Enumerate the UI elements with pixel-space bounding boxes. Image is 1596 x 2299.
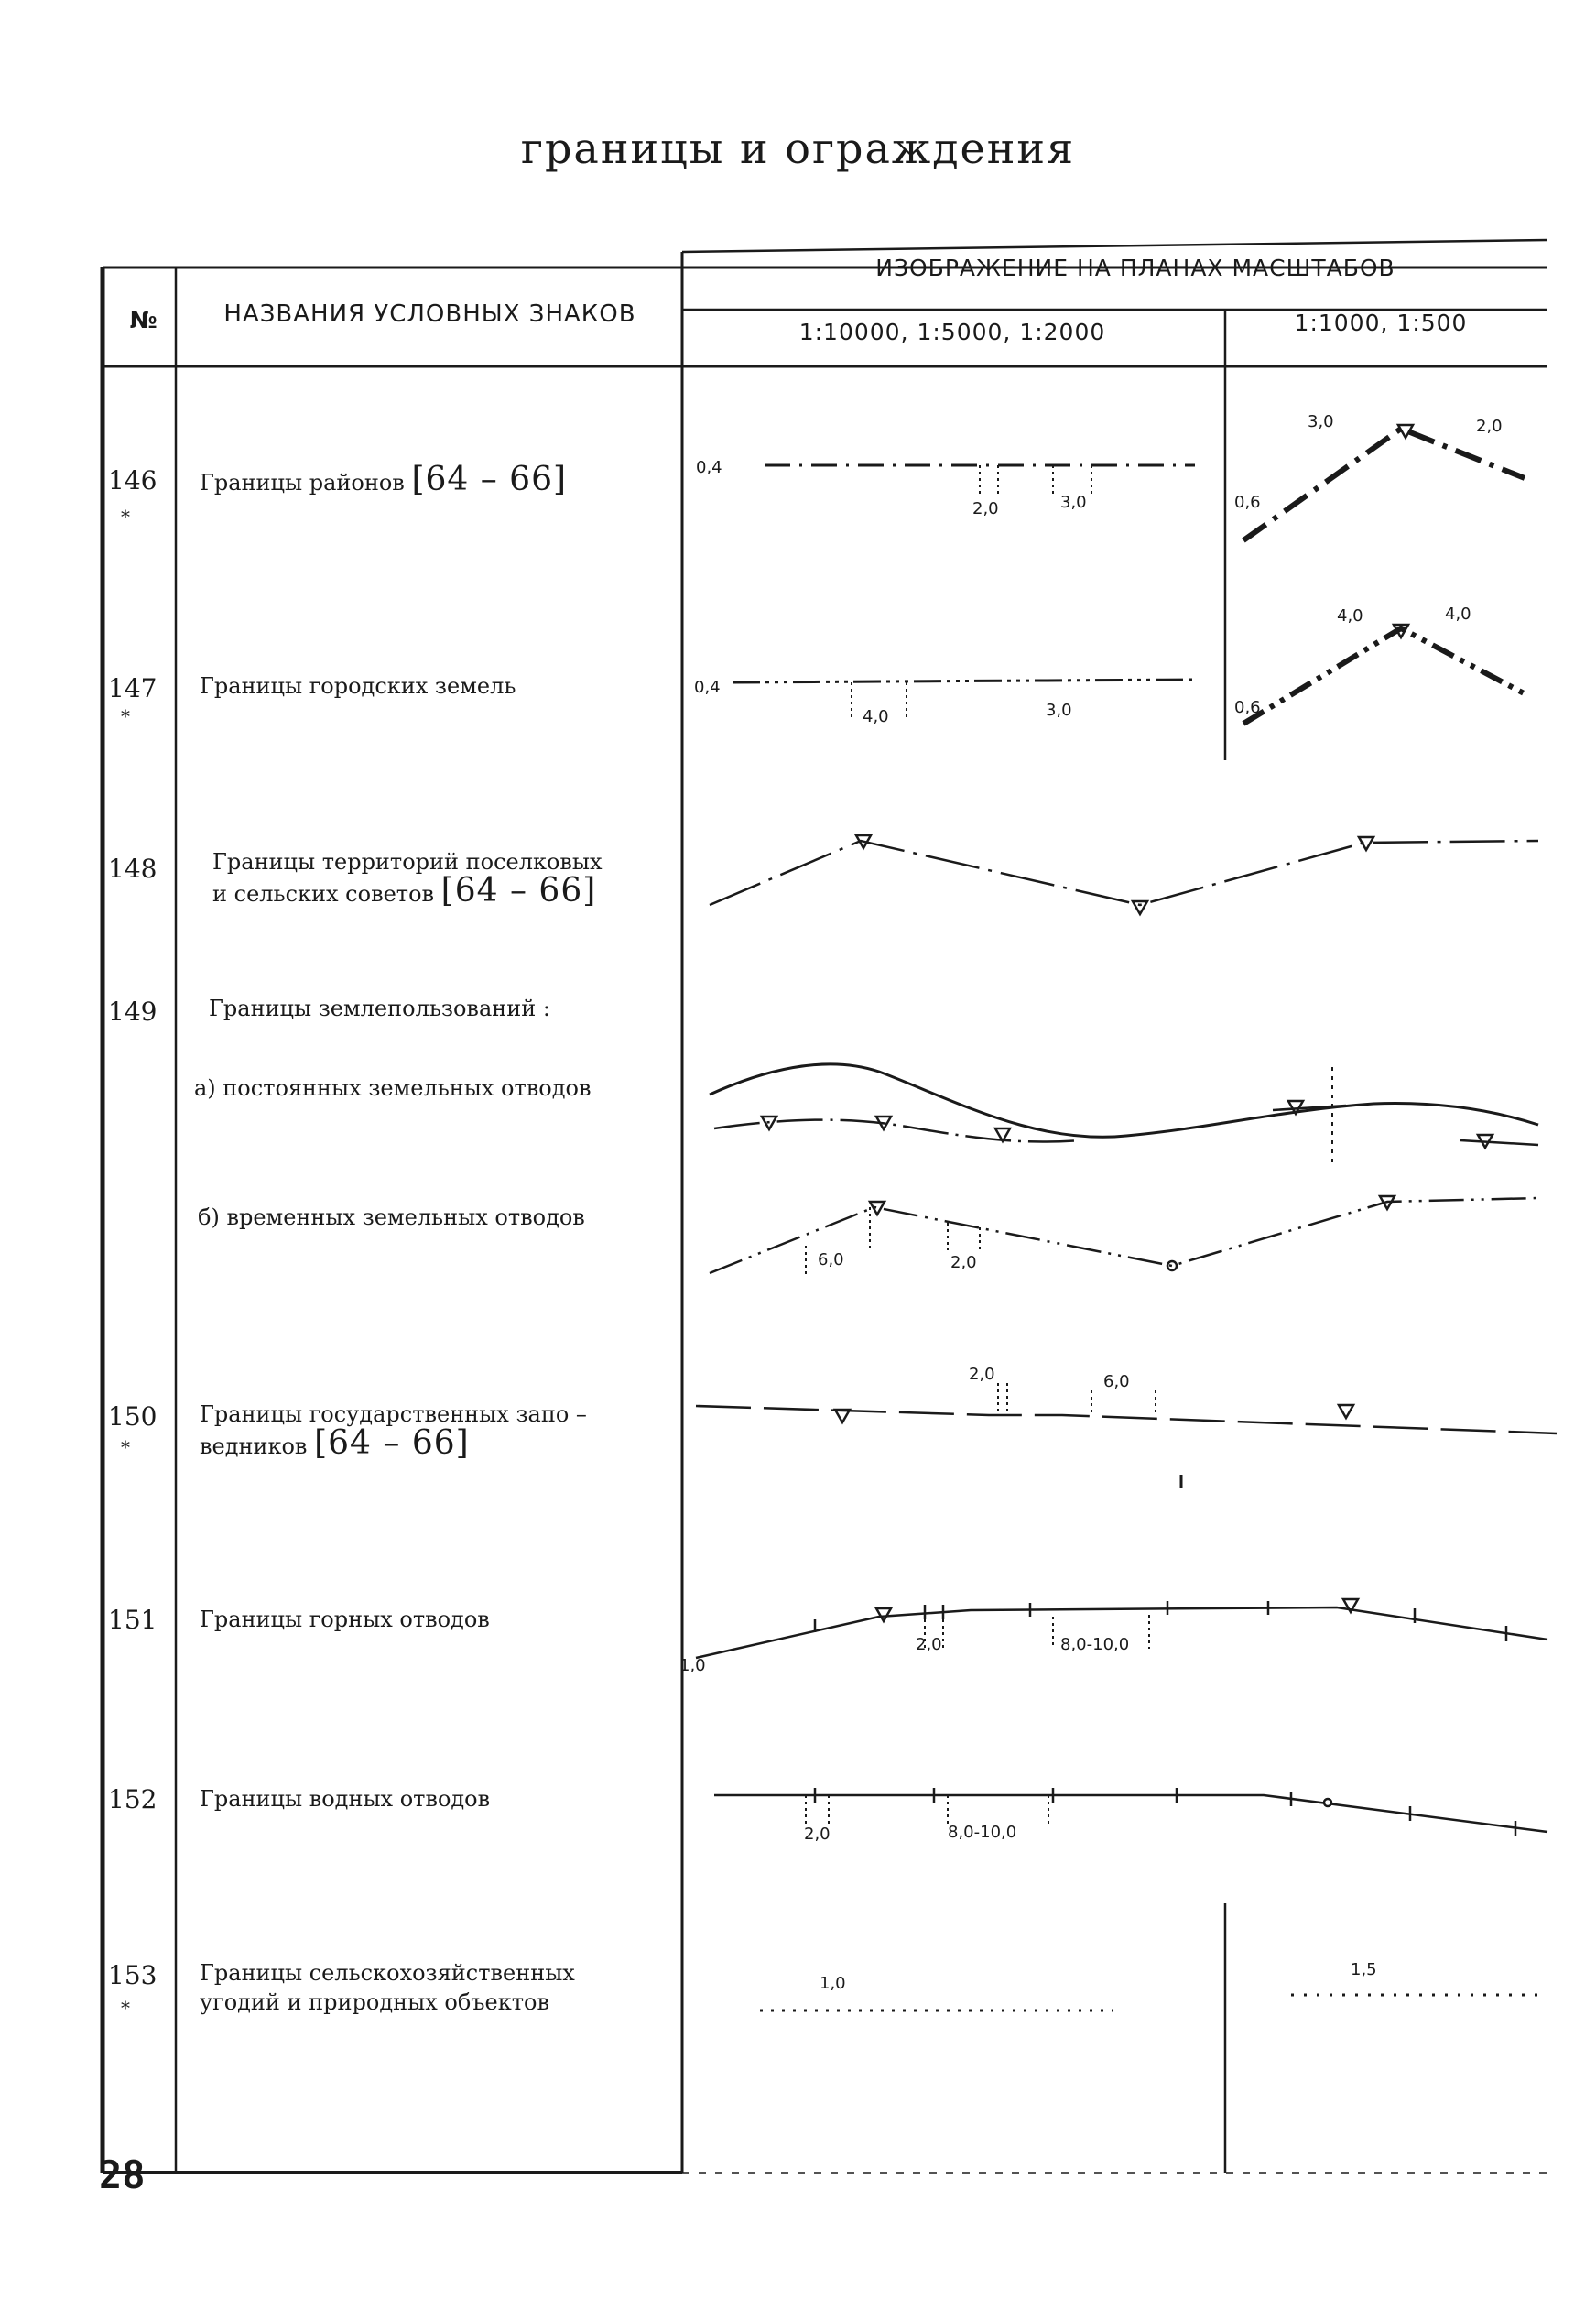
- row-number-148: 148: [108, 854, 157, 884]
- row-number-153: 153: [108, 1960, 157, 1990]
- symbol-149a: [710, 1064, 1538, 1163]
- row-number-146: 146: [108, 465, 157, 496]
- row-mark-153: *: [121, 1997, 130, 2019]
- symbol-153: [760, 1995, 1547, 2010]
- page-title: границы и ограждения: [520, 124, 1076, 173]
- dim-147-large-1: 4,0: [1337, 606, 1363, 626]
- dim-150-0: 2,0: [969, 1365, 995, 1384]
- dim-149b-1: 2,0: [950, 1253, 977, 1272]
- dim-151-2: 8,0-10,0: [1060, 1635, 1130, 1654]
- row-name-150-line2: ведников: [200, 1433, 308, 1459]
- row-mark-150: *: [121, 1436, 130, 1458]
- dim-153-1: 1,5: [1351, 1960, 1377, 1979]
- row-name-150-line1: Границы государственных запо –: [200, 1401, 587, 1427]
- dim-151-1: 2,0: [916, 1635, 942, 1654]
- symbol-147-large: [1243, 625, 1529, 724]
- row-number-152: 152: [108, 1784, 157, 1814]
- row-mark-147: *: [121, 705, 130, 727]
- dim-146-large-1: 3,0: [1308, 412, 1334, 431]
- dim-147-small-0: 0,4: [694, 678, 721, 697]
- row-mark-146: *: [121, 506, 130, 528]
- column-header-number: №: [129, 307, 158, 333]
- dim-147-large-2: 4,0: [1445, 605, 1471, 624]
- dim-152-1: 8,0-10,0: [948, 1823, 1017, 1842]
- dim-146-large-2: 2,0: [1476, 417, 1503, 436]
- dim-147-large-0: 0,6: [1234, 698, 1261, 717]
- dim-152-0: 2,0: [804, 1825, 831, 1844]
- page-number: 28: [99, 2152, 146, 2197]
- row-name-152: Границы водных отводов: [200, 1786, 491, 1812]
- symbol-146-small: [765, 465, 1195, 495]
- dim-146-small-0: 0,4: [696, 458, 722, 477]
- row-ref-148: [64 – 66]: [440, 872, 597, 910]
- dim-150-1: 6,0: [1103, 1372, 1130, 1391]
- row-name-146-text: Границы районов: [200, 470, 405, 496]
- symbol-152: [714, 1788, 1547, 1836]
- symbol-146-large: [1243, 425, 1525, 540]
- symbol-147-small: [733, 680, 1195, 719]
- row-name-151: Границы горных отводов: [200, 1607, 490, 1632]
- row-number-147: 147: [108, 673, 157, 703]
- row-name-153-line2: угодий и природных объектов: [200, 1989, 549, 2015]
- symbol-148: [710, 835, 1538, 914]
- row-name-149: Границы землепользований :: [209, 996, 550, 1021]
- dim-151-0: 1,0: [679, 1656, 706, 1675]
- row-number-150: 150: [108, 1401, 157, 1432]
- row-ref-150: [64 – 66]: [314, 1424, 470, 1462]
- scale-header-large: 1:1000, 1:500: [1294, 310, 1468, 336]
- scale-header-small: 1:10000, 1:5000, 1:2000: [798, 319, 1106, 345]
- dim-146-large-0: 0,6: [1234, 493, 1261, 512]
- row-number-151: 151: [108, 1605, 157, 1635]
- row-number-149: 149: [108, 997, 157, 1027]
- row-name-148-line2: и сельских советов: [212, 881, 435, 907]
- row-name-147: Границы городских земель: [200, 673, 516, 699]
- row-name-153-line1: Границы сельскохозяйственных: [200, 1960, 575, 1986]
- column-header-name: НАЗВАНИЯ УСЛОВНЫХ ЗНАКОВ: [223, 300, 636, 328]
- symbol-150: [696, 1383, 1557, 1488]
- dim-153-0: 1,0: [820, 1974, 846, 1993]
- dim-147-small-2: 3,0: [1046, 701, 1072, 720]
- row-sub-149b: б) временных земельных отводов: [198, 1204, 585, 1230]
- column-header-image: ИЗОБРАЖЕНИЕ НА ПЛАНАХ МАСШТАБОВ: [875, 255, 1395, 281]
- row-ref-146: [64 – 66]: [411, 461, 568, 498]
- dim-147-small-1: 4,0: [863, 707, 889, 726]
- dim-146-small-1: 2,0: [972, 499, 999, 518]
- row-sub-149a: а) постоянных земельных отводов: [194, 1075, 592, 1101]
- dim-146-small-2: 3,0: [1060, 493, 1087, 512]
- row-name-148-line1: Границы территорий поселковых: [212, 849, 603, 875]
- dim-149b-0: 6,0: [818, 1250, 844, 1269]
